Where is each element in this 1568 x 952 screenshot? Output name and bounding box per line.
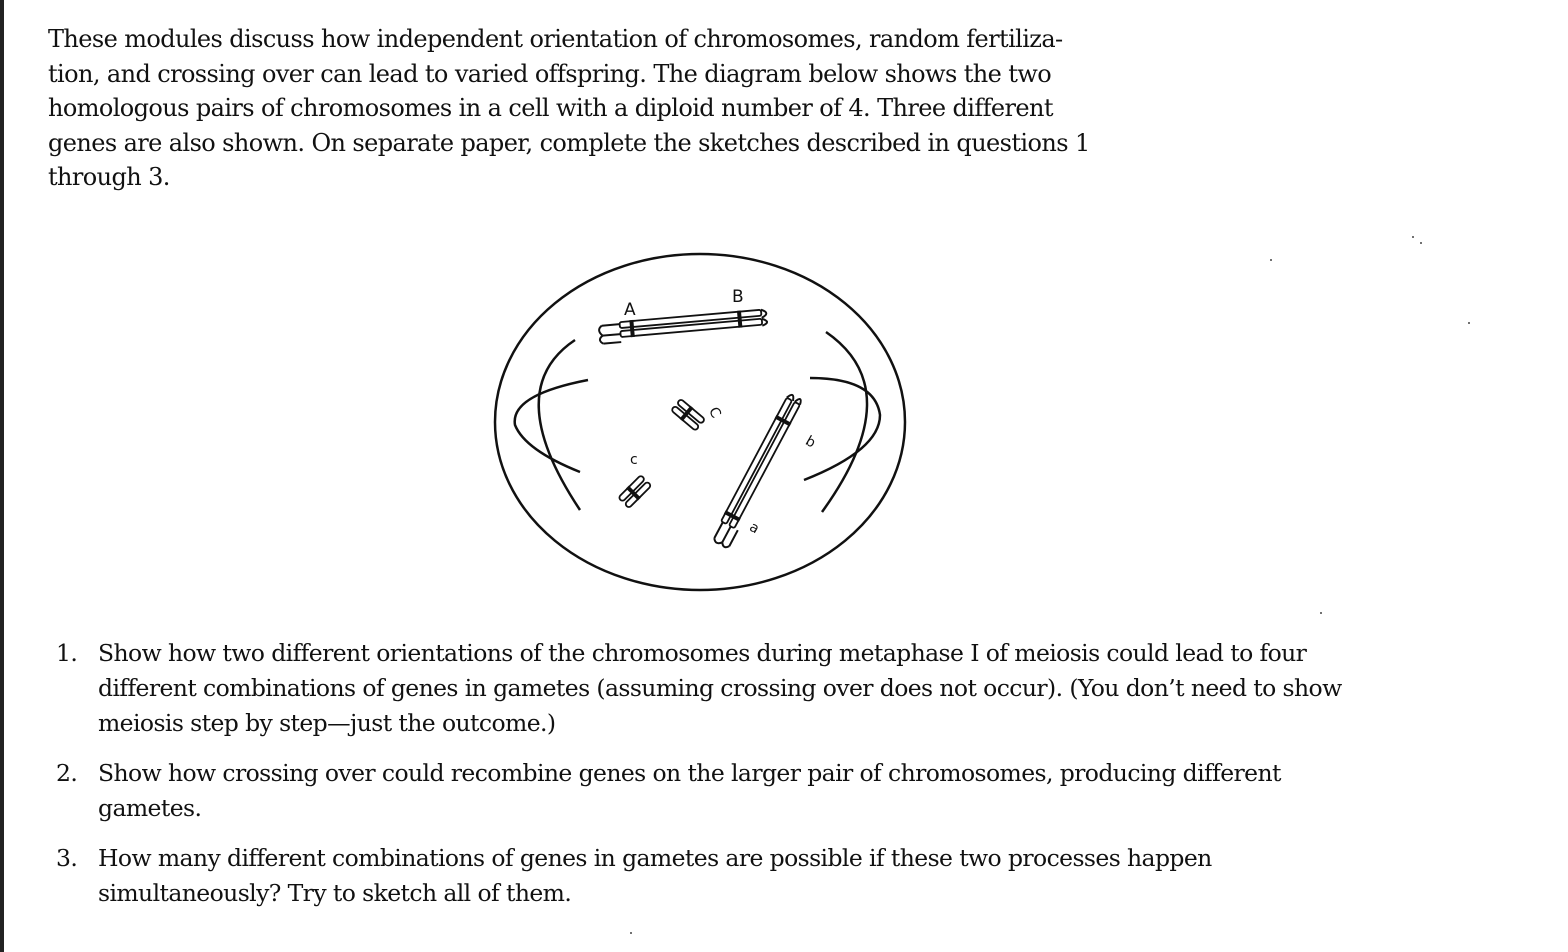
question-text: Show how crossing over could recombine genes on the larger pair of chromosomes, producing different gametes. (98, 759, 1281, 822)
question-number: 3. (56, 844, 78, 872)
gene-label-A: A (624, 300, 636, 320)
spindle-fiber-left-outer (539, 340, 580, 510)
spindle-fiber-left-inner (515, 380, 588, 472)
gene-label-a: a (746, 519, 762, 538)
intro-line-4: genes are also shown. On separate paper, complete the sketches described in questions 1 (48, 128, 1090, 157)
question-number: 1. (56, 639, 78, 667)
scan-speck (1320, 612, 1322, 614)
gene-label-B: B (732, 287, 744, 307)
small-chromosome-C (670, 398, 705, 432)
question-number: 2. (56, 759, 78, 787)
gene-label-c: c (630, 452, 638, 468)
scan-speck (1270, 259, 1272, 261)
intro-line-2: tion, and crossing over can lead to varied offspring. The diagram below shows the two (48, 59, 1052, 88)
spindle-fiber-right-outer (822, 332, 867, 512)
question-text: Show how two different orientations of the chromosomes during metaphase I of meiosis could lead to four different combinations of genes in gametes (assuming crossing over does not occur). (You don’t need to show meiosis step by step—just the outcome.) (98, 639, 1342, 737)
page-edge (0, 0, 4, 952)
question-list (56, 636, 1356, 911)
cell-diagram (470, 240, 930, 610)
intro-paragraph (48, 22, 1133, 195)
question-item (56, 636, 1356, 741)
small-chromosome-c (617, 474, 652, 509)
spindle-fiber-right-inner (804, 378, 880, 480)
question-text: How many different combinations of genes in gametes are possible if these two processes happen simultaneously? Try to sketch all of them. (98, 844, 1212, 907)
question-item (56, 841, 1356, 911)
gene-label-C: C (705, 404, 724, 422)
intro-line-1: These modules discuss how independent orientation of chromosomes, random fertiliza- (48, 25, 1063, 53)
question-item (56, 756, 1356, 826)
scan-speck (630, 932, 632, 934)
gene-label-b: b (802, 433, 819, 452)
intro-line-5: through 3. (48, 163, 170, 191)
scan-speck (1468, 322, 1470, 324)
scan-speck (1420, 242, 1422, 244)
intro-line-3: homologous pairs of chromosomes in a cell with a diploid number of 4. Three different (48, 94, 1053, 122)
scan-speck (1412, 236, 1414, 238)
